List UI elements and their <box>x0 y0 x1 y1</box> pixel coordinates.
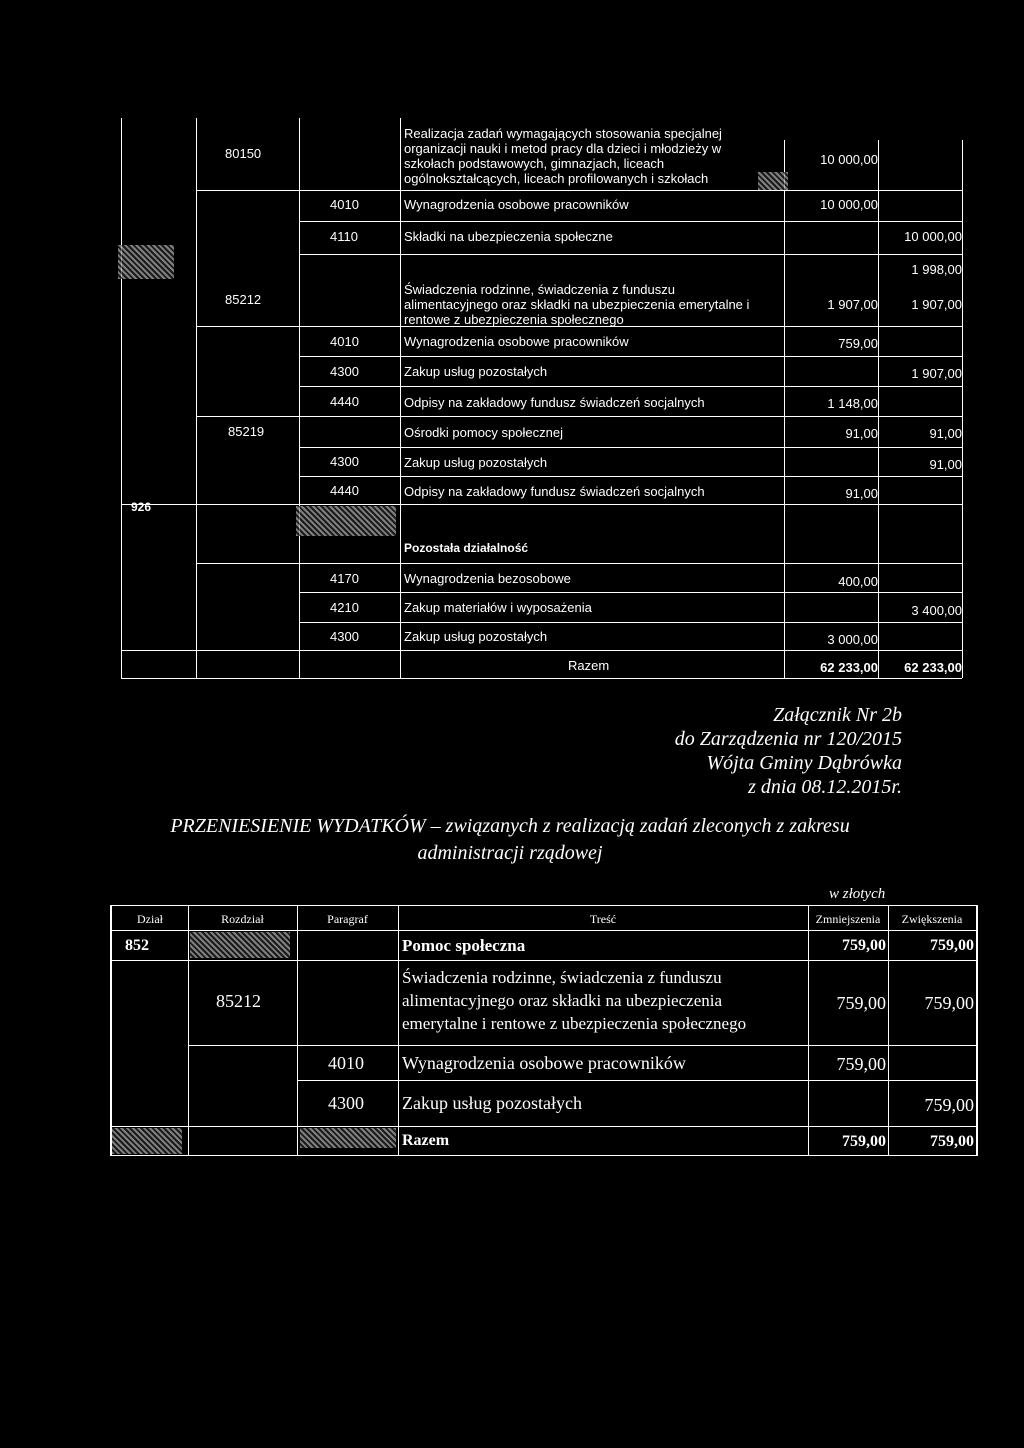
amount-zmniejszenia: 759,00 <box>836 1054 886 1074</box>
amount-zmniejszenia: 10 000,00 <box>820 197 878 212</box>
rozdzial-code: 80150 <box>225 146 262 161</box>
row-divider <box>196 416 962 417</box>
title-line: PRZENIESIENIE WYDATKÓW – związanych z realizacją zadań zleconych z zakresu <box>170 815 850 837</box>
header-dzial: Dział <box>137 912 163 926</box>
total-zmniejszenia: 62 233,00 <box>820 660 878 675</box>
amount-zmniejszenia: 1 148,00 <box>827 396 878 411</box>
tresc-line: Świadczenia rodzinne, świadczenia z funduszu <box>404 282 675 297</box>
row-divider <box>299 622 962 623</box>
column-divider-zmniejszenia <box>888 905 889 1155</box>
amount-zwiekszenia: 1 907,00 <box>911 366 962 381</box>
row-divider <box>196 563 962 564</box>
paragraf-code: 4440 <box>330 483 359 498</box>
paragraf-code: 4010 <box>328 1053 364 1073</box>
annex-line: Wójta Gminy Dąbrówka <box>706 752 902 774</box>
title-line: administracji rządowej <box>417 842 603 864</box>
row-divider <box>299 476 962 477</box>
paragraf-code: 4300 <box>330 364 359 379</box>
row-divider <box>299 356 962 357</box>
tresc-line: alimentacyjnego oraz składki na ubezpieczenia <box>402 991 723 1010</box>
row-divider <box>196 190 962 191</box>
rozdzial-code: 85219 <box>228 424 265 439</box>
paragraf-code: 4010 <box>330 334 359 349</box>
table-border-right <box>976 905 978 1155</box>
total-zmniejszenia: 759,00 <box>842 1133 886 1150</box>
row-divider <box>299 592 962 593</box>
annex-line: z dnia 08.12.2015r. <box>748 776 902 798</box>
tresc-text <box>404 126 722 186</box>
tresc-line: emerytalne i rentowe z ubezpieczenia społecznego <box>402 1014 747 1033</box>
amount-zmniejszenia: 10 000,00 <box>820 152 878 167</box>
amount-zwiekszenia: 759,00 <box>924 1095 974 1115</box>
header-zwiekszenia: Zwiększenia <box>901 912 963 926</box>
row-divider <box>297 1080 978 1081</box>
annex-line: do Zarządzenia nr 120/2015 <box>674 728 902 750</box>
amount-zmniejszenia: 759,00 <box>838 336 878 351</box>
rozdzial-code: 85212 <box>216 991 261 1011</box>
tresc-line: Realizacja zadań wymagających stosowania specjalnej <box>404 126 722 141</box>
table-border-left <box>110 905 112 1155</box>
paragraf-code: 4210 <box>330 600 359 615</box>
header-tresc: Treść <box>589 912 617 926</box>
tresc-text: Wynagrodzenia osobowe pracowników <box>404 197 629 212</box>
table-border-top <box>110 905 978 906</box>
amount-zwiekszenia: 91,00 <box>929 457 962 472</box>
tresc-line: szkołach podstawowych, gimnazjach, liceach <box>404 156 665 171</box>
header-zmniejszenia: Zmniejszenia <box>815 912 881 926</box>
paragraf-code: 4440 <box>330 394 359 409</box>
header-paragraf: Paragraf <box>327 912 368 926</box>
tresc-text: Wynagrodzenia osobowe pracowników <box>404 334 629 349</box>
paragraf-code: 4170 <box>330 571 359 586</box>
tresc-line: rentowe z ubezpieczenia społecznego <box>404 312 624 327</box>
row-divider <box>110 960 978 961</box>
scan-artifact <box>118 245 174 279</box>
column-divider-dzial <box>188 905 189 1155</box>
tresc-text: Ośrodki pomocy społecznej <box>404 425 563 440</box>
paragraf-code: 4300 <box>330 629 359 644</box>
tresc-text: Pomoc społeczna <box>402 936 526 955</box>
amount-zwiekszenia: 759,00 <box>930 937 974 954</box>
dzial-code: 852 <box>125 937 149 954</box>
tresc-text: Odpisy na zakładowy fundusz świadczeń socjalnych <box>404 395 705 410</box>
amount-zwiekszenia: 91,00 <box>929 426 962 441</box>
column-divider-tresc <box>808 905 809 1155</box>
paragraf-code: 4300 <box>330 454 359 469</box>
total-zwiekszenia: 62 233,00 <box>904 660 962 675</box>
total-label: Razem <box>568 658 610 673</box>
tresc-text: Zakup usług pozostałych <box>404 455 548 470</box>
header-divider <box>110 930 978 931</box>
tresc-text: Składki na ubezpieczenia społeczne <box>404 229 613 244</box>
tresc-line: alimentacyjnego oraz składki na ubezpieczenia emerytalne i <box>404 297 750 312</box>
amount-zwiekszenia: 10 000,00 <box>904 229 962 244</box>
row-divider <box>121 650 962 651</box>
row-divider <box>299 447 962 448</box>
row-divider <box>121 504 962 505</box>
amount-zmniejszenia: 91,00 <box>845 486 878 501</box>
scan-artifact <box>758 172 788 190</box>
table-border-left <box>121 118 122 678</box>
amount-zmniejszenia: 400,00 <box>838 574 878 589</box>
annex-reference <box>600 703 902 799</box>
table-border-bottom <box>121 678 962 679</box>
row-divider <box>299 386 962 387</box>
amount-zmniejszenia: 91,00 <box>845 426 878 441</box>
paragraf-code: 4010 <box>330 197 359 212</box>
tresc-text: Zakup usług pozostałych <box>404 364 548 379</box>
header-rozdzial: Rozdział <box>221 912 264 926</box>
tresc-line: organizacji nauki i metod pracy dla dzieci i młodzieży w <box>404 141 722 156</box>
tresc-text: Wynagrodzenia osobowe pracowników <box>402 1053 686 1073</box>
tresc-text: Odpisy na zakładowy fundusz świadczeń socjalnych <box>404 484 705 499</box>
rozdzial-code: 85212 <box>225 292 262 307</box>
column-divider-rozdzial <box>299 118 300 678</box>
table-border-bottom <box>110 1155 978 1156</box>
document-title <box>100 813 920 867</box>
amount-zwiekszenia-top: 1 998,00 <box>911 262 962 277</box>
tresc-text: Zakup usług pozostałych <box>402 1093 582 1113</box>
tresc-line: ogólnokształcących, liceach profilowanych i szkołach <box>404 171 709 186</box>
amount-zwiekszenia: 1 907,00 <box>911 297 962 312</box>
amount-zmniejszenia: 3 000,00 <box>827 632 878 647</box>
scan-artifact <box>190 932 290 958</box>
tresc-text: Pozostała działalność <box>404 541 529 555</box>
row-divider <box>188 1045 978 1046</box>
total-zwiekszenia: 759,00 <box>930 1133 974 1150</box>
annex-line: Załącznik Nr 2b <box>773 704 902 726</box>
column-divider-paragraf <box>398 905 399 1155</box>
scan-artifact <box>112 1128 182 1154</box>
paragraf-code: 4110 <box>330 229 358 244</box>
amount-zmniejszenia: 1 907,00 <box>827 297 878 312</box>
amount-zmniejszenia: 759,00 <box>842 937 886 954</box>
row-divider <box>299 221 962 222</box>
unit-label: w złotych <box>829 886 886 902</box>
scan-artifact <box>300 1128 396 1148</box>
scan-artifact <box>296 506 396 536</box>
tresc-text: Wynagrodzenia bezosobowe <box>404 571 571 586</box>
row-divider <box>299 254 962 255</box>
column-divider-dzial <box>196 118 197 678</box>
tresc-text <box>402 966 746 1035</box>
tresc-text: Zakup usług pozostałych <box>404 629 548 644</box>
amount-zmniejszenia: 759,00 <box>836 993 886 1013</box>
tresc-text: Zakup materiałów i wyposażenia <box>404 600 592 615</box>
tresc-text <box>404 282 749 327</box>
amount-zwiekszenia: 759,00 <box>924 993 974 1013</box>
total-label: Razem <box>402 1132 450 1149</box>
tresc-line: Świadczenia rodzinne, świadczenia z funduszu <box>402 968 722 987</box>
paragraf-code: 4300 <box>328 1093 364 1113</box>
dzial-code: 926 <box>131 500 152 514</box>
column-divider-paragraf <box>400 118 401 678</box>
table-border-right <box>962 140 963 678</box>
row-divider <box>110 1126 978 1127</box>
column-divider-rozdzial <box>297 905 298 1155</box>
amount-zwiekszenia: 3 400,00 <box>911 603 962 618</box>
